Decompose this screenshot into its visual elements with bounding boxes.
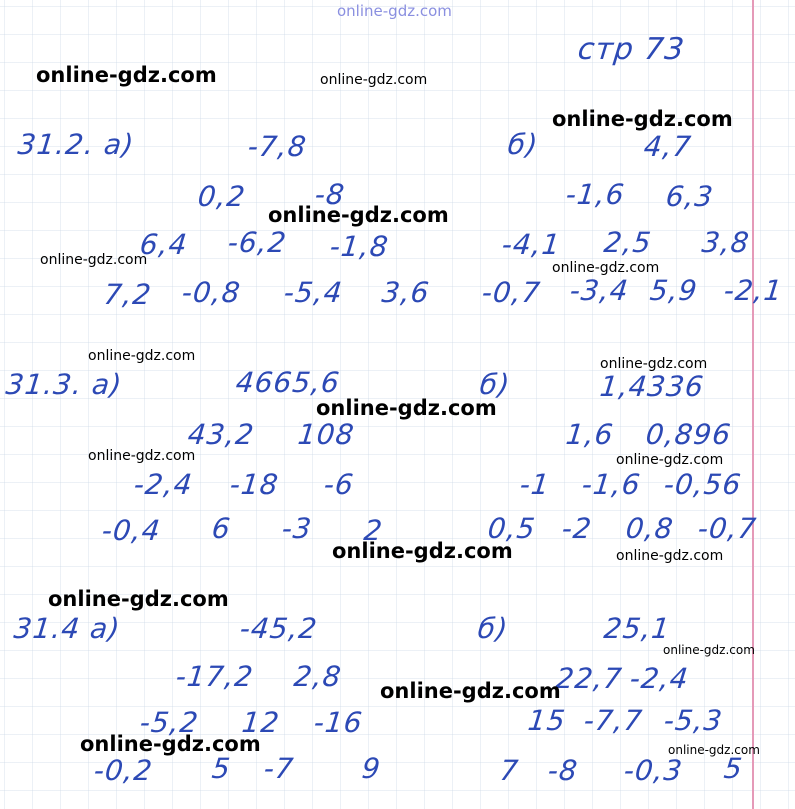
ex-31-2-a-value: 0,2 — [196, 180, 248, 213]
watermark-text: online-gdz.com — [316, 396, 497, 420]
ex-31-3-b-value: -1,6 — [580, 468, 643, 501]
ex-31-2-a-value: 6,4 — [138, 228, 190, 261]
ex-31-2-b-value: 3,8 — [700, 226, 752, 259]
ex-31-2-a-value: -6,2 — [226, 226, 289, 259]
exercise-31-4-b-label: б) — [476, 612, 510, 645]
ex-31-2-b-value: -2,1 — [722, 274, 785, 307]
watermark-text: online-gdz.com — [36, 63, 217, 87]
margin-line — [752, 0, 754, 809]
ex-31-2-b-value: 2,5 — [602, 226, 654, 259]
exercise-31-2-b-label: б) — [506, 128, 540, 161]
ex-31-4-b-value: -5,3 — [662, 704, 725, 737]
ex-31-4-a-value: 2,8 — [292, 660, 344, 693]
ex-31-3-b-value: -0,56 — [662, 468, 744, 501]
ex-31-2-a-value: 7,2 — [102, 278, 154, 311]
watermark-text: online-gdz.com — [332, 539, 513, 563]
exercise-31-4-label: 31.4 а) — [12, 612, 123, 645]
ex-31-2-a-value: -0,8 — [180, 276, 243, 309]
watermark-text: online-gdz.com — [40, 252, 148, 268]
ex-31-4-b-value: -2,4 — [628, 662, 691, 695]
ex-31-2-a-value: -8 — [313, 178, 347, 211]
ex-31-2-b-value: -3,4 — [568, 274, 631, 307]
ex-31-4-b-value: 7 — [498, 754, 521, 787]
ex-31-2-a-value: -1,8 — [328, 230, 391, 263]
watermark-text: online-gdz.com — [88, 348, 196, 364]
ex-31-3-b-value: 0,5 — [486, 512, 538, 545]
ex-31-4-b-value: 15 — [526, 704, 568, 737]
ex-31-4-b-value: 22,7 — [554, 662, 625, 695]
ex-31-4-a-value: -17,2 — [174, 660, 256, 693]
ex-31-3-b-value: -0,7 — [696, 512, 759, 545]
watermark-text: online-gdz.com — [663, 643, 755, 657]
watermark-text: online-gdz.com — [668, 743, 760, 757]
ex-31-4-b-value: 25,1 — [602, 612, 673, 645]
ex-31-4-b-value: -0,3 — [622, 754, 685, 787]
ex-31-3-b-value: 1,4336 — [598, 370, 706, 403]
watermark-text: online-gdz.com — [616, 452, 724, 468]
ex-31-4-a-value: -7 — [262, 752, 296, 785]
exercise-31-3-b-label: б) — [478, 368, 512, 401]
ex-31-3-a-value: 43,2 — [186, 418, 257, 451]
ex-31-3-b-value: 0,896 — [644, 418, 733, 451]
ex-31-3-b-value: -2 — [560, 512, 594, 545]
ex-31-4-a-value: -5,2 — [138, 706, 201, 739]
watermark-text: online-gdz.com — [552, 260, 660, 276]
ex-31-3-b-value: 0,8 — [624, 512, 676, 545]
watermark-text: online-gdz.com — [380, 679, 561, 703]
ex-31-4-b-value: -8 — [546, 754, 580, 787]
ex-31-2-b-value: -4,1 — [500, 228, 563, 261]
ex-31-3-a-value: 4665,6 — [234, 366, 342, 399]
ex-31-3-b-value: -1 — [518, 468, 552, 501]
watermark-text: online-gdz.com — [48, 587, 229, 611]
ex-31-3-a-value: -18 — [228, 468, 281, 501]
ex-31-4-a-value: -16 — [312, 706, 365, 739]
ex-31-3-a-value: -0,4 — [100, 514, 163, 547]
ex-31-2-a-value: -7,8 — [246, 130, 309, 163]
watermark-text: online-gdz.com — [268, 203, 449, 227]
ex-31-2-b-value: 6,3 — [664, 180, 716, 213]
exercise-31-2-label: 31.2. а) — [16, 128, 136, 161]
exercise-31-3-label: 31.3. а) — [4, 368, 124, 401]
ex-31-4-a-value: 9 — [360, 752, 383, 785]
ex-31-4-a-value: -45,2 — [238, 612, 320, 645]
ex-31-4-b-value: 5 — [722, 752, 745, 785]
ex-31-2-a-value: 3,6 — [380, 276, 432, 309]
ex-31-2-b-value: 5,9 — [648, 274, 700, 307]
ex-31-4-a-value: 5 — [210, 752, 233, 785]
ex-31-2-b-value: 4,7 — [642, 130, 694, 163]
ex-31-4-b-value: -7,7 — [582, 704, 645, 737]
watermark-text: online-gdz.com — [88, 448, 196, 464]
watermark-text: online-gdz.com — [552, 107, 733, 131]
ex-31-3-a-value: -6 — [322, 468, 356, 501]
ex-31-4-a-value: -0,2 — [92, 754, 155, 787]
ex-31-3-a-value: -2,4 — [132, 468, 195, 501]
watermark-text: online-gdz.com — [80, 732, 261, 756]
watermark-text: online-gdz.com — [337, 2, 452, 20]
watermark-text: online-gdz.com — [320, 72, 428, 88]
ex-31-2-b-value: -1,6 — [564, 178, 627, 211]
page-label: стр 73 — [576, 32, 687, 67]
ex-31-2-b-value: -0,7 — [480, 276, 543, 309]
watermark-text: online-gdz.com — [600, 356, 708, 372]
ex-31-3-a-value: 2 — [362, 514, 385, 547]
ex-31-3-a-value: 108 — [296, 418, 357, 451]
ex-31-3-a-value: 6 — [210, 512, 233, 545]
ex-31-4-a-value: 12 — [240, 706, 282, 739]
ex-31-3-a-value: -3 — [280, 512, 314, 545]
ex-31-3-b-value: 1,6 — [564, 418, 616, 451]
ex-31-2-a-value: -5,4 — [282, 276, 345, 309]
watermark-text: online-gdz.com — [616, 548, 724, 564]
